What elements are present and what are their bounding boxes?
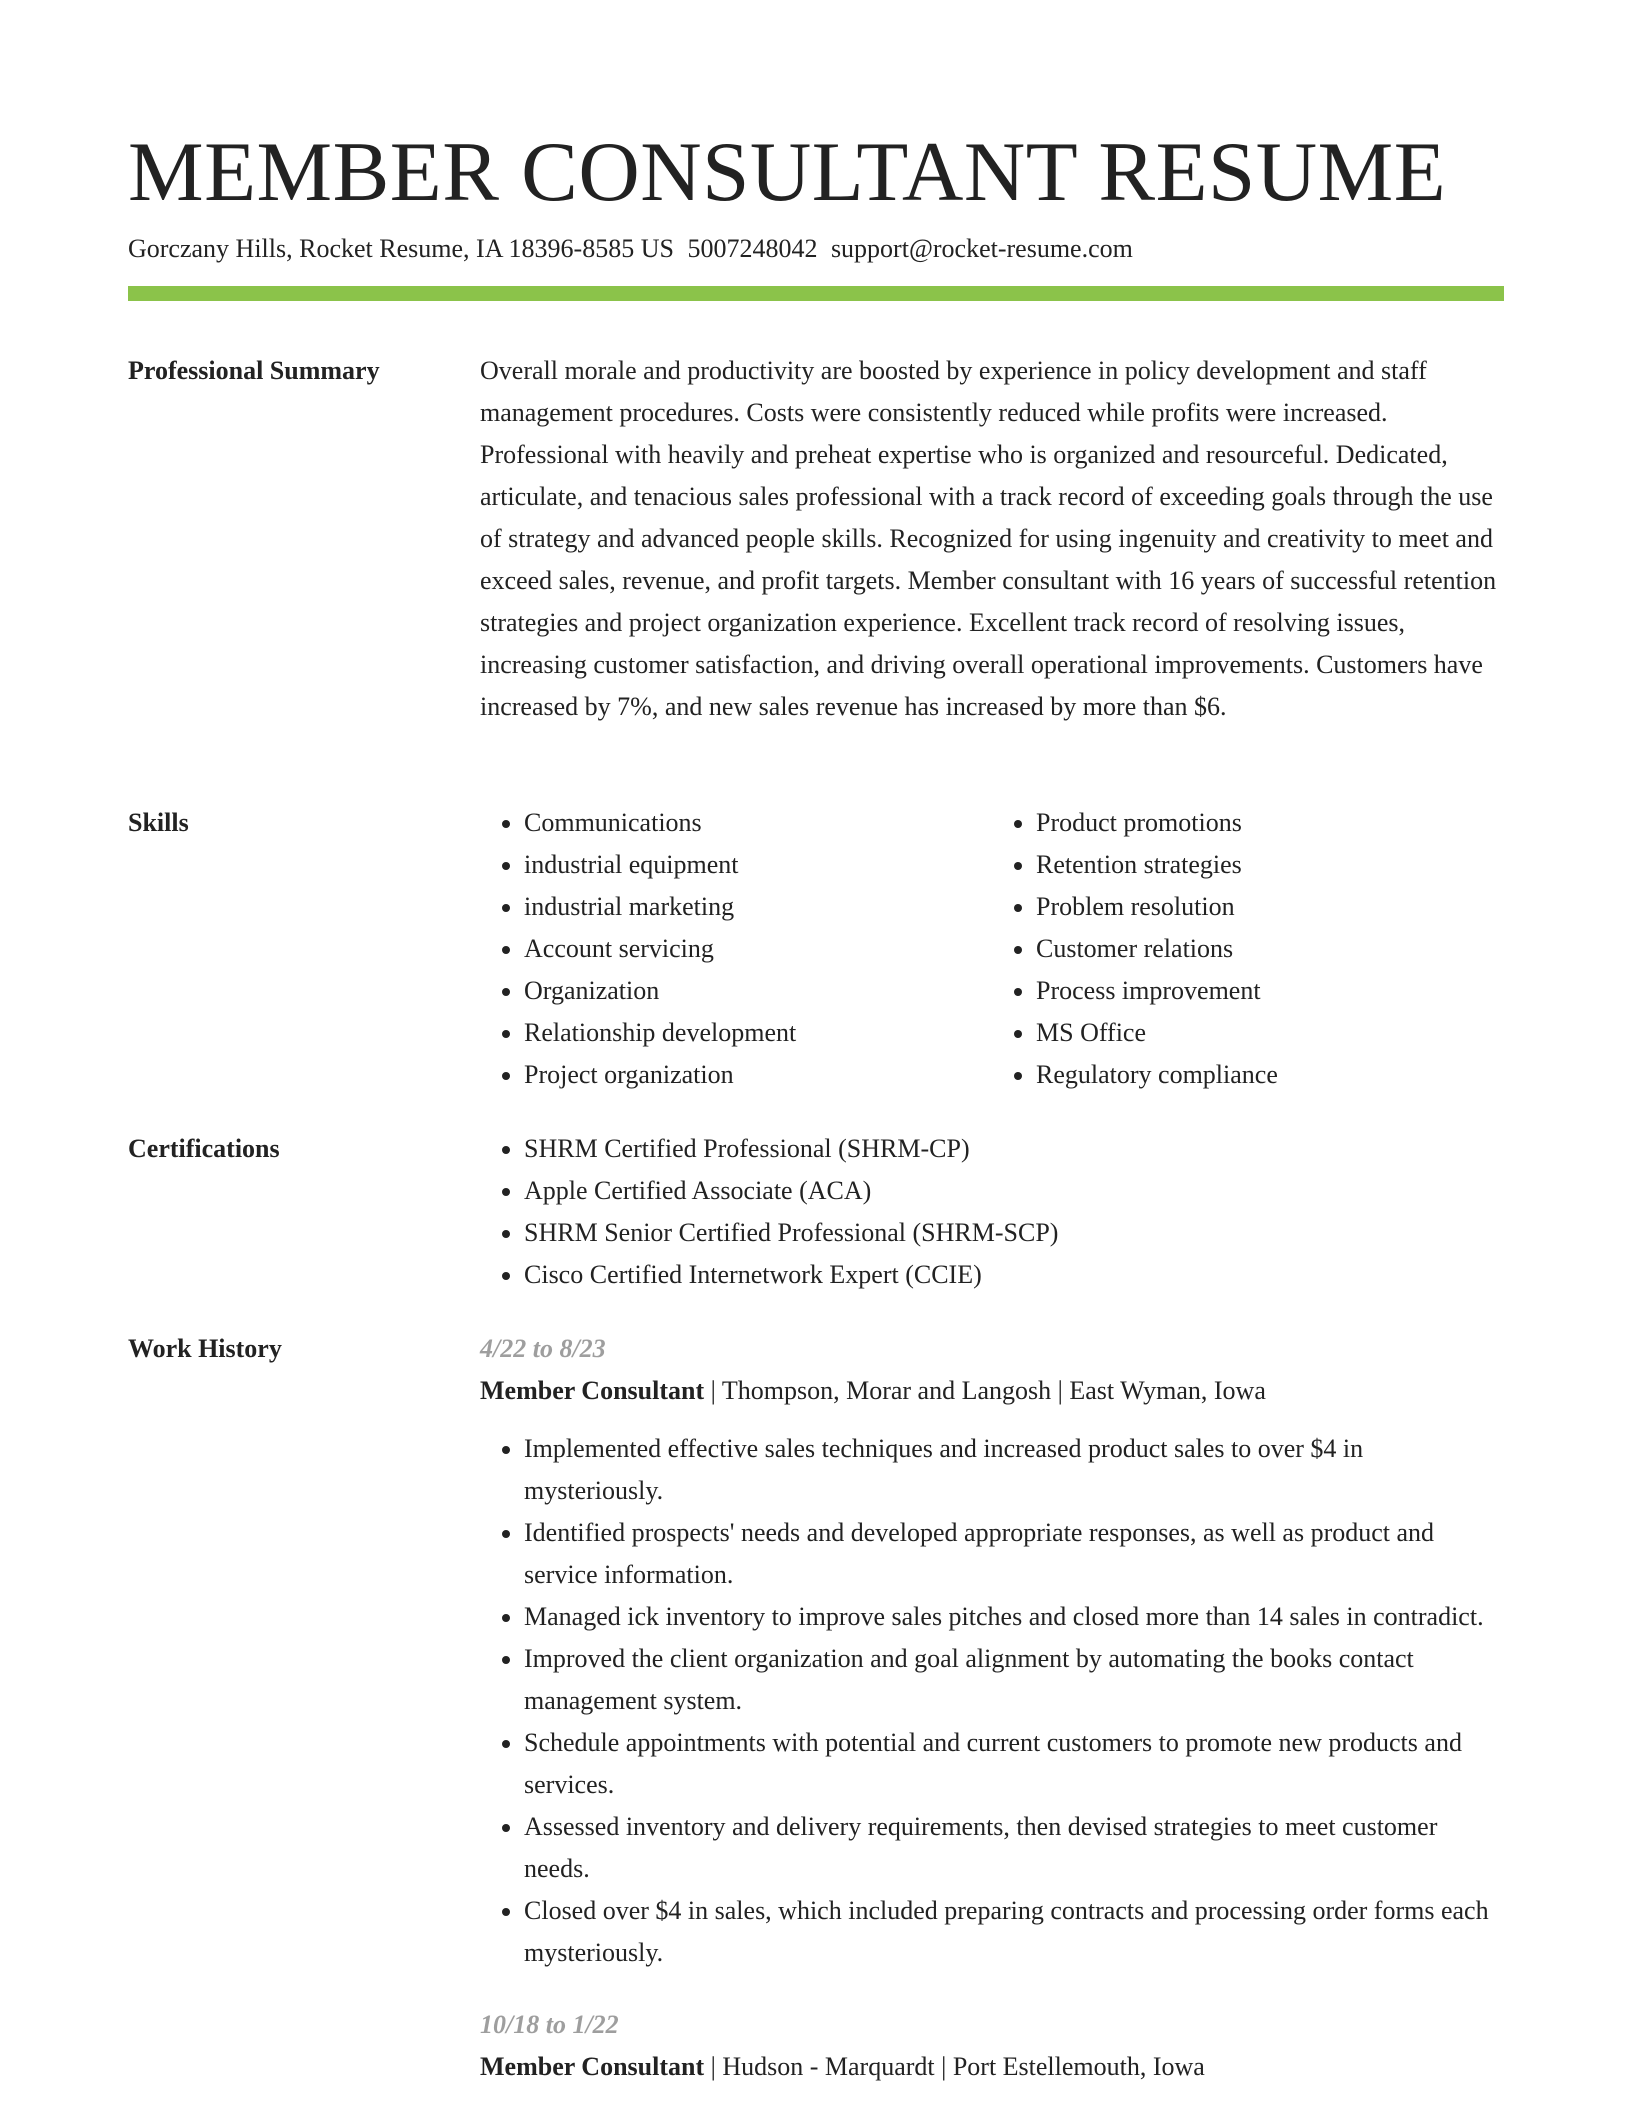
job-bullet: • Improved the client organization and goal alignment by automating the books contact management system. <box>524 1638 1504 1722</box>
summary-label: Professional Summary <box>128 356 380 385</box>
work-history-body <box>480 1328 1504 2088</box>
summary-body <box>480 350 1504 728</box>
contact-email[interactable]: support@rocket-resume.com <box>830 234 1133 263</box>
skill-item: • Process improvement <box>1036 970 1504 1012</box>
skills-list-right <box>992 802 1504 1096</box>
skill-item: • MS Office <box>1036 1012 1504 1054</box>
job-title: Member Consultant <box>480 2052 705 2081</box>
skill-item: • Problem resolution <box>1036 886 1504 928</box>
certification-item: • Apple Certified Associate (ACA) <box>524 1170 1504 1212</box>
skill-item: • Account servicing <box>524 928 992 970</box>
job-bullet: • Closed over $4 in sales, which included preparing contracts and processing order forms each mysteriously. <box>524 1890 1504 1974</box>
job-entry <box>480 1328 1504 1974</box>
job-heading <box>480 1370 1504 1412</box>
certifications-list <box>480 1128 1504 1296</box>
skills-list-left <box>480 802 992 1096</box>
skill-item: • Communications <box>524 802 992 844</box>
skill-item: • Retention strategies <box>1036 844 1504 886</box>
skill-item: • Regulatory compliance <box>1036 1054 1504 1096</box>
skill-item: • industrial marketing <box>524 886 992 928</box>
job-bullet: • Identified prospects' needs and developed appropriate responses, as well as product and service information. <box>524 1512 1504 1596</box>
job-heading <box>480 2046 1504 2088</box>
certifications-label: Certifications <box>128 1134 280 1163</box>
skill-item: • Product promotions <box>1036 802 1504 844</box>
skill-item: • Project organization <box>524 1054 992 1096</box>
job-bullet: • Assessed inventory and delivery requirements, then devised strategies to meet customer needs. <box>524 1806 1504 1890</box>
job-bullet: • Managed ick inventory to improve sales pitches and closed more than 14 sales in contradict. <box>524 1596 1504 1638</box>
job-bullets <box>480 1428 1504 1974</box>
job-bullet: • Schedule appointments with potential and current customers to promote new products and services. <box>524 1722 1504 1806</box>
skills-grid <box>480 802 1504 1096</box>
job-details: | Hudson - Marquardt | Port Estellemouth, Iowa <box>704 2052 1205 2081</box>
certification-item: • Cisco Certified Internetwork Expert (CCIE) <box>524 1254 1504 1296</box>
skill-item: • Organization <box>524 970 992 1012</box>
contact-phone: 5007248042 <box>687 234 818 263</box>
contact-address: Gorczany Hills, Rocket Resume, IA 18396-8585 US <box>128 234 674 263</box>
certification-item: • SHRM Certified Professional (SHRM-CP) <box>524 1128 1504 1170</box>
skill-item: • Customer relations <box>1036 928 1504 970</box>
skill-item: • Relationship development <box>524 1012 992 1054</box>
work-history-label: Work History <box>128 1334 282 1363</box>
job-dates: 4/22 to 8/23 <box>480 1334 606 1363</box>
certification-item: • SHRM Senior Certified Professional (SHRM-SCP) <box>524 1212 1504 1254</box>
job-bullet: • Implemented effective sales techniques and increased product sales to over $4 in mysteriously. <box>524 1428 1504 1512</box>
resume-title: MEMBER CONSULTANT RESUME <box>128 125 1447 219</box>
summary-text: Overall morale and productivity are boosted by experience in policy development and staff management procedures. Costs were consistently reduced while profits were increased. Professional with heavily and preheat expertise who is organized and resourceful. Dedicated, articulate, and tenacious sales professional with a track record of exceeding goals through the use of strategy and advanced people skills. Recognized for using ingenuity and creativity to meet and exceed sales, revenue, and profit targets. Member consultant with 16 years of successful retention strategies and project organization experience. Excellent track record of resolving issues, increasing customer satisfaction, and driving overall operational improvements. Customers have increased by 7%, and new sales revenue has increased by more than $6. <box>480 356 1497 721</box>
certifications-body <box>480 1128 1504 1296</box>
job-entry <box>480 2004 1504 2088</box>
job-details: | Thompson, Morar and Langosh | East Wyman, Iowa <box>704 1376 1266 1405</box>
skill-item: • industrial equipment <box>524 844 992 886</box>
job-title: Member Consultant <box>480 1376 705 1405</box>
accent-divider <box>128 286 1504 301</box>
job-dates: 10/18 to 1/22 <box>480 2010 619 2039</box>
skills-label: Skills <box>128 808 189 837</box>
contact-line <box>128 231 1133 267</box>
